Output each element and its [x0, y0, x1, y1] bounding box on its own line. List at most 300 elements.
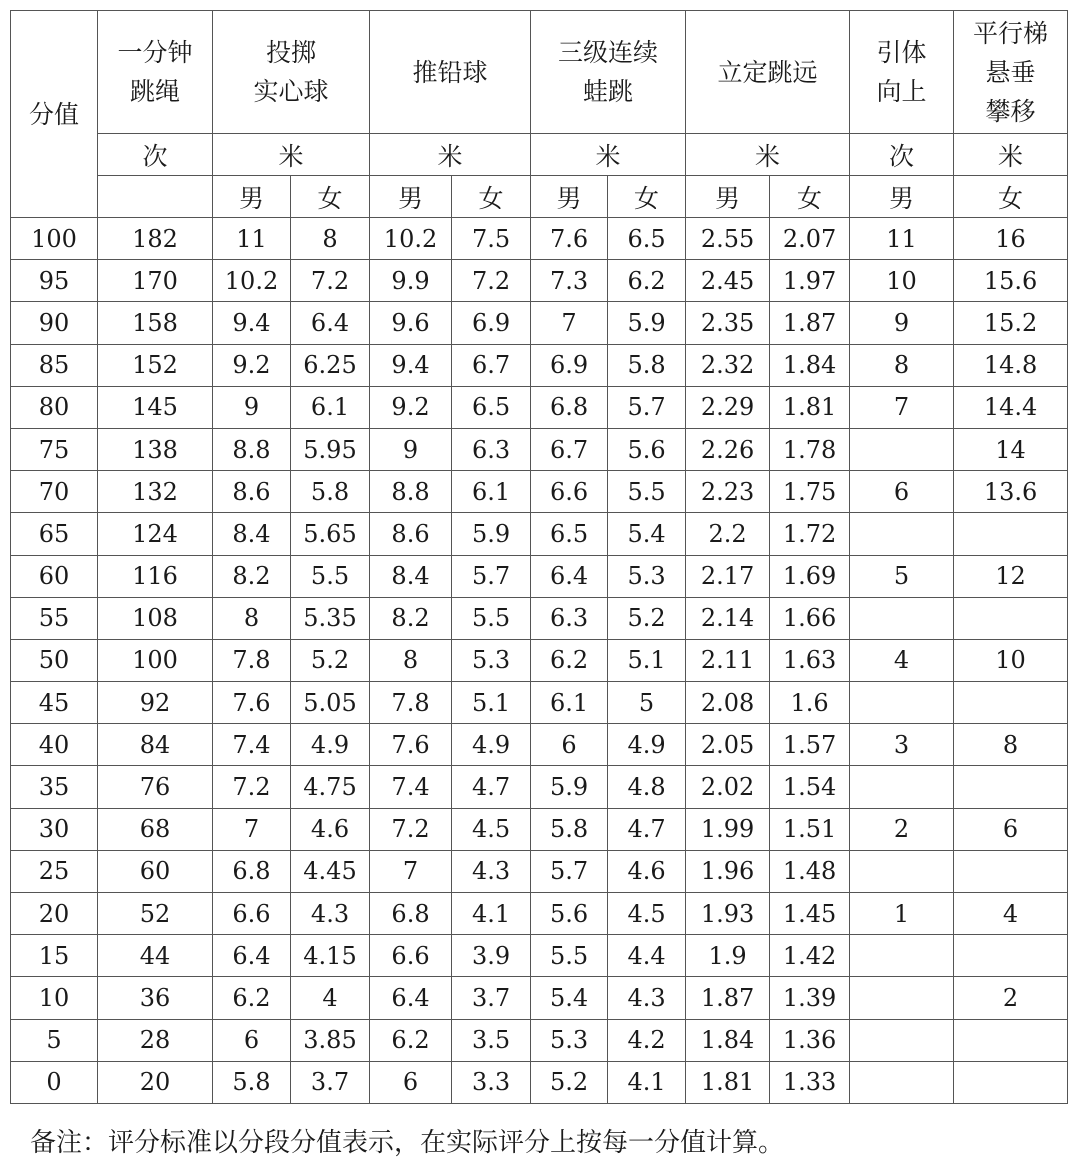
value-cell: 1.48: [770, 850, 850, 892]
value-cell: 8: [370, 639, 452, 681]
value-cell: 5.2: [531, 1061, 608, 1103]
value-cell: 4.9: [291, 724, 370, 766]
header-rope: [98, 11, 213, 134]
value-cell: [954, 935, 1068, 977]
unit-shotput: 米: [370, 134, 531, 176]
value-cell: 6.6: [531, 471, 608, 513]
header-medball-line1: 投掷: [266, 38, 317, 67]
value-cell: 4.1: [608, 1061, 686, 1103]
value-cell: 6.5: [531, 513, 608, 555]
value-cell: 76: [98, 766, 213, 808]
value-cell: 8.4: [213, 513, 291, 555]
value-cell: 6.6: [370, 935, 452, 977]
value-cell: 6.8: [370, 893, 452, 935]
header-medball: [213, 11, 370, 134]
value-cell: 52: [98, 893, 213, 935]
value-cell: 2.02: [686, 766, 770, 808]
value-cell: 9.4: [370, 344, 452, 386]
value-cell: 2.35: [686, 302, 770, 344]
value-cell: [954, 1061, 1068, 1103]
value-cell: 7.8: [213, 639, 291, 681]
value-cell: 6: [531, 724, 608, 766]
value-cell: 7.2: [291, 260, 370, 302]
unit-longjump: 米: [686, 134, 850, 176]
value-cell: 4.9: [608, 724, 686, 766]
score-cell: 80: [11, 386, 98, 428]
value-cell: 5.5: [452, 597, 531, 639]
value-cell: 6.1: [452, 471, 531, 513]
value-cell: [954, 682, 1068, 724]
value-cell: 3.7: [452, 977, 531, 1019]
value-cell: 1.87: [770, 302, 850, 344]
value-cell: 138: [98, 428, 213, 470]
value-cell: 1.51: [770, 808, 850, 850]
value-cell: 36: [98, 977, 213, 1019]
value-cell: 7.2: [213, 766, 291, 808]
value-cell: 4.7: [608, 808, 686, 850]
table-row: [11, 808, 1068, 850]
gender-pullup-male: 男: [850, 176, 954, 218]
value-cell: 170: [98, 260, 213, 302]
value-cell: 14: [954, 428, 1068, 470]
value-cell: 9: [370, 428, 452, 470]
value-cell: 10.2: [370, 218, 452, 260]
unit-medball: 米: [213, 134, 370, 176]
table-row: [11, 260, 1068, 302]
footnote: 备注：评分标准以分段分值表示，在实际评分上按每一分值计算。: [30, 1128, 785, 1158]
value-cell: 1.39: [770, 977, 850, 1019]
value-cell: 5.3: [608, 555, 686, 597]
header-pullup-line1: 引体: [876, 38, 927, 67]
header-shotput-line1: 推铅球: [412, 57, 488, 87]
header-score: 分值: [11, 11, 98, 218]
value-cell: 3.85: [291, 1019, 370, 1061]
gender-frogjump-female: 女: [608, 176, 686, 218]
value-cell: 28: [98, 1019, 213, 1061]
value-cell: 5.1: [608, 639, 686, 681]
score-cell: 60: [11, 555, 98, 597]
gender-row: [11, 176, 1068, 218]
value-cell: 2: [850, 808, 954, 850]
value-cell: 4.5: [452, 808, 531, 850]
value-cell: 6.7: [531, 428, 608, 470]
gender-rope-empty: [98, 176, 213, 218]
value-cell: [850, 1061, 954, 1103]
value-cell: 3.3: [452, 1061, 531, 1103]
value-cell: 4: [850, 639, 954, 681]
value-cell: 4.9: [452, 724, 531, 766]
value-cell: 2.2: [686, 513, 770, 555]
value-cell: 5.7: [452, 555, 531, 597]
value-cell: 6.3: [452, 428, 531, 470]
table-row: [11, 724, 1068, 766]
value-cell: 2.45: [686, 260, 770, 302]
value-cell: 5.95: [291, 428, 370, 470]
score-cell: 20: [11, 893, 98, 935]
value-cell: 7.4: [213, 724, 291, 766]
value-cell: 11: [213, 218, 291, 260]
units-row: [11, 134, 1068, 176]
value-cell: 9.4: [213, 302, 291, 344]
value-cell: [850, 682, 954, 724]
value-cell: 145: [98, 386, 213, 428]
value-cell: 92: [98, 682, 213, 724]
value-cell: 6.8: [531, 386, 608, 428]
table-row: [11, 428, 1068, 470]
value-cell: 1.93: [686, 893, 770, 935]
table-row: [11, 386, 1068, 428]
value-cell: 10: [954, 639, 1068, 681]
header-shotput: [370, 11, 531, 134]
value-cell: 7: [850, 386, 954, 428]
value-cell: 9.9: [370, 260, 452, 302]
value-cell: 4.5: [608, 893, 686, 935]
value-cell: 1.99: [686, 808, 770, 850]
value-cell: 152: [98, 344, 213, 386]
table-row: [11, 893, 1068, 935]
value-cell: 1.96: [686, 850, 770, 892]
unit-pullup: 次: [850, 134, 954, 176]
value-cell: 8.4: [370, 555, 452, 597]
value-cell: 1.84: [686, 1019, 770, 1061]
value-cell: 12: [954, 555, 1068, 597]
value-cell: 8: [954, 724, 1068, 766]
header-frogjump-line2: 蛙跳: [583, 77, 634, 106]
header-row: [11, 11, 1068, 134]
score-cell: 65: [11, 513, 98, 555]
value-cell: 6: [850, 471, 954, 513]
value-cell: 5.6: [608, 428, 686, 470]
value-cell: 158: [98, 302, 213, 344]
value-cell: 6.8: [213, 850, 291, 892]
value-cell: 1.42: [770, 935, 850, 977]
value-cell: 15.6: [954, 260, 1068, 302]
value-cell: 7.3: [531, 260, 608, 302]
value-cell: 2.07: [770, 218, 850, 260]
value-cell: 5.4: [608, 513, 686, 555]
value-cell: 3.5: [452, 1019, 531, 1061]
gender-longjump-female: 女: [770, 176, 850, 218]
value-cell: 7: [370, 850, 452, 892]
value-cell: 6.4: [291, 302, 370, 344]
value-cell: 7.6: [531, 218, 608, 260]
value-cell: 3: [850, 724, 954, 766]
value-cell: 10.2: [213, 260, 291, 302]
value-cell: 6.2: [213, 977, 291, 1019]
value-cell: 1.81: [770, 386, 850, 428]
gender-medball-male: 男: [213, 176, 291, 218]
value-cell: 4.6: [291, 808, 370, 850]
score-cell: 55: [11, 597, 98, 639]
value-cell: 5.05: [291, 682, 370, 724]
gender-shotput-male: 男: [370, 176, 452, 218]
value-cell: 5.5: [531, 935, 608, 977]
value-cell: [850, 597, 954, 639]
value-cell: 9.2: [213, 344, 291, 386]
value-cell: [850, 935, 954, 977]
score-cell: 35: [11, 766, 98, 808]
header-medball-line2: 实心球: [253, 77, 329, 106]
table-row: [11, 639, 1068, 681]
value-cell: [850, 428, 954, 470]
value-cell: 10: [850, 260, 954, 302]
value-cell: 13.6: [954, 471, 1068, 513]
value-cell: 6.25: [291, 344, 370, 386]
value-cell: [954, 1019, 1068, 1061]
value-cell: 6.1: [291, 386, 370, 428]
value-cell: 4: [291, 977, 370, 1019]
value-cell: 2.11: [686, 639, 770, 681]
score-table: [10, 10, 1068, 1104]
gender-shotput-female: 女: [452, 176, 531, 218]
value-cell: 1.78: [770, 428, 850, 470]
value-cell: 6.5: [452, 386, 531, 428]
value-cell: 4.3: [608, 977, 686, 1019]
score-cell: 75: [11, 428, 98, 470]
unit-ladder: 米: [954, 134, 1068, 176]
value-cell: 7: [531, 302, 608, 344]
value-cell: 100: [98, 639, 213, 681]
value-cell: 1.6: [770, 682, 850, 724]
value-cell: 6.4: [531, 555, 608, 597]
value-cell: 1.57: [770, 724, 850, 766]
value-cell: 124: [98, 513, 213, 555]
value-cell: 7.6: [213, 682, 291, 724]
value-cell: 2.26: [686, 428, 770, 470]
gender-ladder-female: 女: [954, 176, 1068, 218]
value-cell: 8.2: [370, 597, 452, 639]
gender-frogjump-male: 男: [531, 176, 608, 218]
value-cell: 6.5: [608, 218, 686, 260]
unit-frogjump: 米: [531, 134, 686, 176]
score-cell: 50: [11, 639, 98, 681]
value-cell: 9: [213, 386, 291, 428]
value-cell: 2.08: [686, 682, 770, 724]
value-cell: 4.2: [608, 1019, 686, 1061]
value-cell: 7.4: [370, 766, 452, 808]
value-cell: 2.32: [686, 344, 770, 386]
value-cell: 5.8: [291, 471, 370, 513]
value-cell: 5.2: [291, 639, 370, 681]
value-cell: [850, 850, 954, 892]
gender-medball-female: 女: [291, 176, 370, 218]
value-cell: 8.6: [213, 471, 291, 513]
value-cell: [850, 513, 954, 555]
value-cell: 7.8: [370, 682, 452, 724]
value-cell: 132: [98, 471, 213, 513]
header-frogjump-line1: 三级连续: [558, 38, 659, 67]
header-ladder-line2: 悬垂: [985, 57, 1036, 87]
value-cell: 5.9: [531, 766, 608, 808]
value-cell: 1.63: [770, 639, 850, 681]
value-cell: 182: [98, 218, 213, 260]
value-cell: 5.9: [608, 302, 686, 344]
header-longjump-line1: 立定跳远: [717, 57, 818, 87]
value-cell: 5: [608, 682, 686, 724]
value-cell: 5.6: [531, 893, 608, 935]
value-cell: 1.72: [770, 513, 850, 555]
value-cell: 108: [98, 597, 213, 639]
value-cell: 2.14: [686, 597, 770, 639]
unit-rope: 次: [98, 134, 213, 176]
value-cell: 5.5: [608, 471, 686, 513]
header-pullup: [850, 11, 954, 134]
value-cell: 4.3: [452, 850, 531, 892]
value-cell: 1.45: [770, 893, 850, 935]
table-row: [11, 471, 1068, 513]
value-cell: 60: [98, 850, 213, 892]
value-cell: 8.8: [370, 471, 452, 513]
value-cell: 8.8: [213, 428, 291, 470]
value-cell: 1.9: [686, 935, 770, 977]
value-cell: 1.69: [770, 555, 850, 597]
value-cell: 1.97: [770, 260, 850, 302]
value-cell: 6.7: [452, 344, 531, 386]
table-row: [11, 513, 1068, 555]
score-cell: 25: [11, 850, 98, 892]
value-cell: 6.2: [370, 1019, 452, 1061]
header-frogjump: [531, 11, 686, 134]
value-cell: 5.7: [531, 850, 608, 892]
value-cell: 1.84: [770, 344, 850, 386]
value-cell: 2.23: [686, 471, 770, 513]
table-row: [11, 682, 1068, 724]
header-ladder: [954, 11, 1068, 134]
score-cell: 85: [11, 344, 98, 386]
value-cell: 1.81: [686, 1061, 770, 1103]
value-cell: 9.6: [370, 302, 452, 344]
table-row: [11, 218, 1068, 260]
value-cell: [954, 766, 1068, 808]
table-row: [11, 850, 1068, 892]
table-row: [11, 1061, 1068, 1103]
value-cell: 44: [98, 935, 213, 977]
score-cell: 0: [11, 1061, 98, 1103]
value-cell: 11: [850, 218, 954, 260]
value-cell: 5.9: [452, 513, 531, 555]
value-cell: [954, 850, 1068, 892]
value-cell: 8: [850, 344, 954, 386]
value-cell: 6.4: [213, 935, 291, 977]
table-row: [11, 302, 1068, 344]
score-cell: 15: [11, 935, 98, 977]
value-cell: 5: [850, 555, 954, 597]
table-row: [11, 344, 1068, 386]
value-cell: 8: [213, 597, 291, 639]
value-cell: [954, 597, 1068, 639]
value-cell: 6: [370, 1061, 452, 1103]
header-longjump: [686, 11, 850, 134]
header-ladder-line3: 攀移: [985, 96, 1036, 126]
value-cell: [850, 766, 954, 808]
value-cell: 1: [850, 893, 954, 935]
value-cell: 6.9: [452, 302, 531, 344]
value-cell: 1.36: [770, 1019, 850, 1061]
value-cell: 7.2: [452, 260, 531, 302]
table-row: [11, 555, 1068, 597]
value-cell: 5.7: [608, 386, 686, 428]
value-cell: 5.3: [452, 639, 531, 681]
value-cell: 20: [98, 1061, 213, 1103]
value-cell: 7.6: [370, 724, 452, 766]
value-cell: 4.6: [608, 850, 686, 892]
value-cell: 1.66: [770, 597, 850, 639]
value-cell: 2.55: [686, 218, 770, 260]
value-cell: 7.5: [452, 218, 531, 260]
value-cell: 4: [954, 893, 1068, 935]
value-cell: 1.87: [686, 977, 770, 1019]
value-cell: 5.4: [531, 977, 608, 1019]
value-cell: 4.1: [452, 893, 531, 935]
value-cell: 5.8: [608, 344, 686, 386]
value-cell: 4.3: [291, 893, 370, 935]
value-cell: 4.8: [608, 766, 686, 808]
value-cell: 5.5: [291, 555, 370, 597]
value-cell: 14.8: [954, 344, 1068, 386]
score-cell: 40: [11, 724, 98, 766]
value-cell: 4.15: [291, 935, 370, 977]
value-cell: 2.05: [686, 724, 770, 766]
value-cell: [850, 1019, 954, 1061]
score-cell: 95: [11, 260, 98, 302]
value-cell: 1.54: [770, 766, 850, 808]
value-cell: 5.1: [452, 682, 531, 724]
value-cell: 1.33: [770, 1061, 850, 1103]
score-cell: 5: [11, 1019, 98, 1061]
header-pullup-line2: 向上: [876, 77, 927, 106]
value-cell: 6.1: [531, 682, 608, 724]
score-cell: 10: [11, 977, 98, 1019]
table-row: [11, 935, 1068, 977]
value-cell: 5.35: [291, 597, 370, 639]
value-cell: 3.7: [291, 1061, 370, 1103]
value-cell: 3.9: [452, 935, 531, 977]
header-ladder-line1: 平行梯: [973, 18, 1049, 48]
value-cell: 14.4: [954, 386, 1068, 428]
value-cell: 5.3: [531, 1019, 608, 1061]
value-cell: 4.45: [291, 850, 370, 892]
value-cell: 5.2: [608, 597, 686, 639]
table-row: [11, 597, 1068, 639]
value-cell: 84: [98, 724, 213, 766]
value-cell: 6.6: [213, 893, 291, 935]
value-cell: 5.65: [291, 513, 370, 555]
value-cell: 7: [213, 808, 291, 850]
value-cell: 2.17: [686, 555, 770, 597]
header-rope-line2: 跳绳: [129, 77, 180, 106]
table-row: [11, 977, 1068, 1019]
value-cell: 6.2: [608, 260, 686, 302]
value-cell: 8.2: [213, 555, 291, 597]
value-cell: 2.29: [686, 386, 770, 428]
header-rope-line1: 一分钟: [117, 38, 193, 67]
value-cell: 4.7: [452, 766, 531, 808]
value-cell: [850, 977, 954, 1019]
score-cell: 30: [11, 808, 98, 850]
value-cell: 9.2: [370, 386, 452, 428]
value-cell: 2: [954, 977, 1068, 1019]
score-cell: 100: [11, 218, 98, 260]
score-cell: 70: [11, 471, 98, 513]
value-cell: 7.2: [370, 808, 452, 850]
value-cell: 9: [850, 302, 954, 344]
value-cell: 8: [291, 218, 370, 260]
value-cell: 6: [213, 1019, 291, 1061]
value-cell: 4.75: [291, 766, 370, 808]
value-cell: 5.8: [213, 1061, 291, 1103]
value-cell: 8.6: [370, 513, 452, 555]
value-cell: 116: [98, 555, 213, 597]
